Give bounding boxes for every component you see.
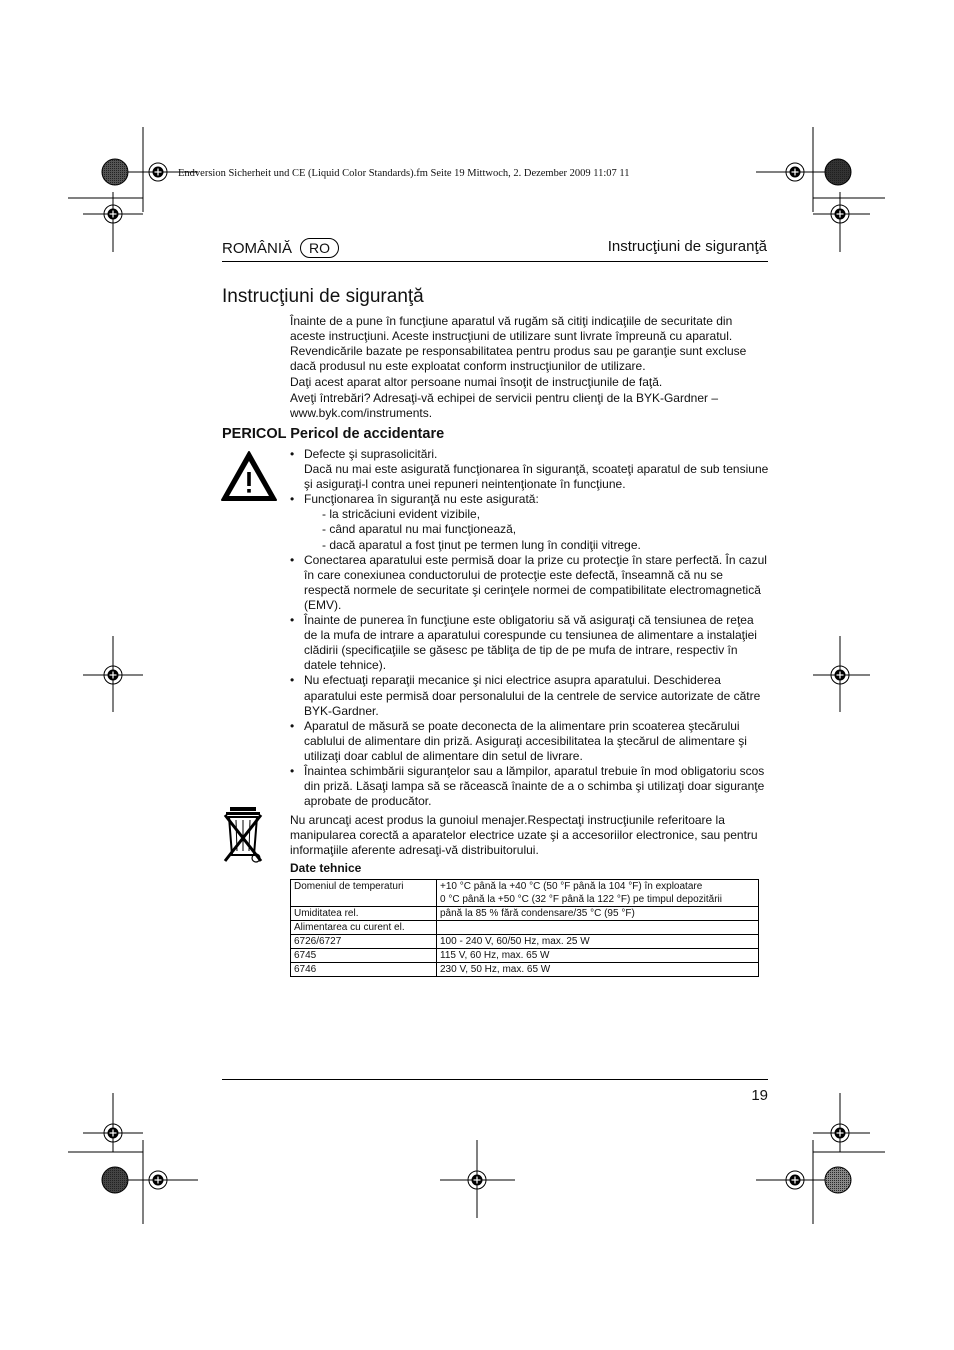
list-item: • Nu efectuaţi reparaţii mecanice şi nici electrice asupra aparatului. Deschiderea aparatului este permisă doar personalului de la centrele de service autorizate de către BYK-Gardner.: [290, 673, 770, 718]
list-item: • Aparatul de măsură se poate deconecta de la alimentare prin scoaterea ştecărului cablului de alimentare din priză. Asiguraţi accesibilitatea la ştecărul de alimentare şi utilizaţi doar cablul de alimentare din setul de livrare.: [290, 719, 770, 764]
table-cell: [437, 880, 759, 907]
bullet-text: Conectarea aparatului este permisă doar la prize cu protecţie în stare perfectă. În cazul în care conexiunea conductorului de protecţie este defectă, înseamnă că nu se respectă normele de securitate şi cerinţele normei de compatibilitate electromagnetică (EMV).: [304, 552, 767, 612]
table-cell: 230 V, 50 Hz, max. 65 W: [437, 963, 759, 977]
tech-table-title: Date tehnice: [290, 861, 362, 875]
bullet-text: Înainte de punerea în funcţiune este obligatoriu să vă asiguraţi că tensiunea de reţea de la mufa de intrare a aparatului corespunde cu tensiunea de alimentare a instalaţiei clădirii (specificaţiile se găsesc pe tăbliţa de tip de pe mufa de intrare, respectiv în datele tehnice).: [304, 613, 757, 673]
intro-paragraph: Înainte de a pune în funcţiune aparatul vă rugăm să citiţi indicaţiile de securitate din aceste instrucţiuni. Aceste instrucţiuni de utilizare sunt livrate împreună cu aparatul. Revendicările bazate pe responsabilitatea pentru produs sau pe garanţie sunt excluse dacă produsul nu este exploatat conform instrucţiunilor de utilizare.: [290, 314, 747, 373]
page-number: 19: [751, 1087, 768, 1104]
table-cell: Alimentarea cu curent el.: [291, 921, 437, 935]
footer-rule: [222, 1079, 768, 1080]
table-row: [291, 949, 759, 963]
print-file-line: Endversion Sicherheit und CE (Liquid Color Standards).fm Seite 19 Mittwoch, 2. Dezember 2009 11:07 11: [178, 168, 630, 179]
bullet-text: Înaintea schimbării siguranţelor sau a lămpilor, aparatul trebuie în mod obligatoriu scos din priză. Lăsaţi lampa să se răcească înainte de a o schimba şi utilizaţi doar siguranţe aprobate de producător.: [304, 763, 765, 809]
cell-line: +10 °C până la +40 °C (50 °F până la 104 °F) în exploatare: [440, 881, 703, 892]
warning-triangle-icon: [220, 450, 278, 502]
intro-paragraph: Daţi acest aparat altor persoane numai însoţit de instrucţiunile de faţă.: [290, 375, 663, 389]
language-label: ROMÂNIĂ: [222, 239, 293, 257]
page-title: Instrucţiuni de siguranţă: [222, 286, 424, 307]
table-cell: [437, 921, 759, 935]
table-cell: 6746: [291, 963, 437, 977]
color-wheel-icon: [102, 159, 128, 185]
table-cell: 6726/6727: [291, 935, 437, 949]
danger-heading: PERICOL Pericol de accidentare: [222, 426, 445, 442]
list-item: • Conectarea aparatului este permisă doar la prize cu protecţie în stare perfectă. În cazul în care conexiunea conductorului de protecţie este defectă, înseamnă că nu se respectă normele de securitate şi cerinţele normei de compatibilitate electromagnetică (EMV).: [290, 553, 770, 613]
cell-line: 0 °C până la +50 °C (32 °F până la 122 °F) pe timpul depozitării: [440, 894, 722, 905]
running-header-title: Instrucţiuni de siguranţă: [607, 238, 767, 255]
table-cell: Domeniul de temperaturi: [291, 880, 437, 907]
table-cell: până la 85 % fără condensare/35 °C (95 °F): [437, 907, 759, 921]
running-header-left: [222, 238, 339, 258]
bullet-text: Dacă nu mai este asigurată funcţionarea în siguranţă, scoateţi aparatul de sub tensiune şi asiguraţi-l contra unei repuneri neintenţionate în funcţiune.: [304, 462, 769, 492]
intro-text: [290, 314, 770, 422]
tech-data-table: [290, 879, 759, 977]
bullet-text: Aparatul de măsură se poate deconecta de la alimentare prin scoaterea ştecărului cablului de alimentare din priză. Asiguraţi accesibilitatea la ştecărul de alimentare şi utilizaţi doar cablul de alimentare din setul de livrare.: [304, 718, 747, 763]
list-item: • Defecte şi suprasolicitări. Dacă nu mai este asigurată funcţionarea în siguranţă, scoateţi aparatul de sub tensiune şi asiguraţi-l contra unei repuneri neintenţionate în funcţiune.: [290, 447, 769, 492]
list-item: • Funcţionarea în siguranţă nu este asigurată: - la stricăciuni evident vizibile, - când aparatul nu mai funcţionează, - dacă aparatul a fost ţinut pe termen lung în condiţii vitrege.: [290, 492, 770, 552]
table-row: [291, 907, 759, 921]
bullet-lead: Defecte şi suprasolicitări.: [304, 447, 438, 461]
crossed-bin-icon: [222, 805, 264, 865]
table-cell: 115 V, 60 Hz, max. 65 W: [437, 949, 759, 963]
bullet-sub-item: - la stricăciuni evident vizibile,: [322, 507, 481, 522]
bullet-sub-item: - dacă aparatul a fost ţinut pe termen lung în condiţii vitrege.: [322, 537, 641, 552]
bullet-lead: Funcţionarea în siguranţă nu este asigurată:: [304, 492, 539, 507]
header-rule: [222, 261, 768, 262]
color-wheel-icon: [102, 1167, 128, 1193]
color-wheel-icon: [825, 1167, 851, 1193]
safety-bullet-list: [290, 447, 770, 809]
color-wheel-icon: [825, 159, 851, 185]
table-cell: Umiditatea rel.: [291, 907, 437, 921]
intro-paragraph: Aveţi întrebări? Adresaţi-vă echipei de servicii pentru clienţi de la BYK-Gardner – www.byk.com/instruments.: [290, 391, 718, 420]
bullet-text: Nu efectuaţi reparaţii mecanice şi nici electrice asupra aparatului. Deschiderea aparatului este permisă doar personalului de la centrele de service autorizate de către BYK-Gardner.: [304, 673, 761, 718]
table-row: [291, 921, 759, 935]
table-row: [291, 880, 759, 907]
table-cell: 100 - 240 V, 60/50 Hz, max. 25 W: [437, 935, 759, 949]
bullet-sub-item: - când aparatul nu mai funcţionează,: [322, 522, 517, 537]
table-row: [291, 935, 759, 949]
list-item: • Înaintea schimbării siguranţelor sau a lămpilor, aparatul trebuie în mod obligatoriu scos din priză. Lăsaţi lampa să se răcească înainte de a o schimba şi utilizaţi doar siguranţe aprobate de producător.: [290, 764, 770, 809]
disposal-note: Nu aruncaţi acest produs la gunoiul menajer.Respectaţi instrucţiunile referitoare la manipularea corectă a aparatelor electrice uzate şi a accesoriilor electronice, sau pentru informaţiile aferente adresaţi-vă distribuitorului.: [290, 813, 758, 857]
table-row: [291, 963, 759, 977]
table-cell: 6745: [291, 949, 437, 963]
list-item: • Înainte de punerea în funcţiune este obligatoriu să vă asiguraţi că tensiunea de reţea de la mufa de intrare a aparatului corespunde cu tensiunea de alimentare a instalaţiei clădirii (specificaţiile se găsesc pe tăbliţa de tip de pe mufa de intrare, respectiv în datele tehnice).: [290, 613, 770, 673]
language-code-badge: RO: [300, 238, 339, 258]
